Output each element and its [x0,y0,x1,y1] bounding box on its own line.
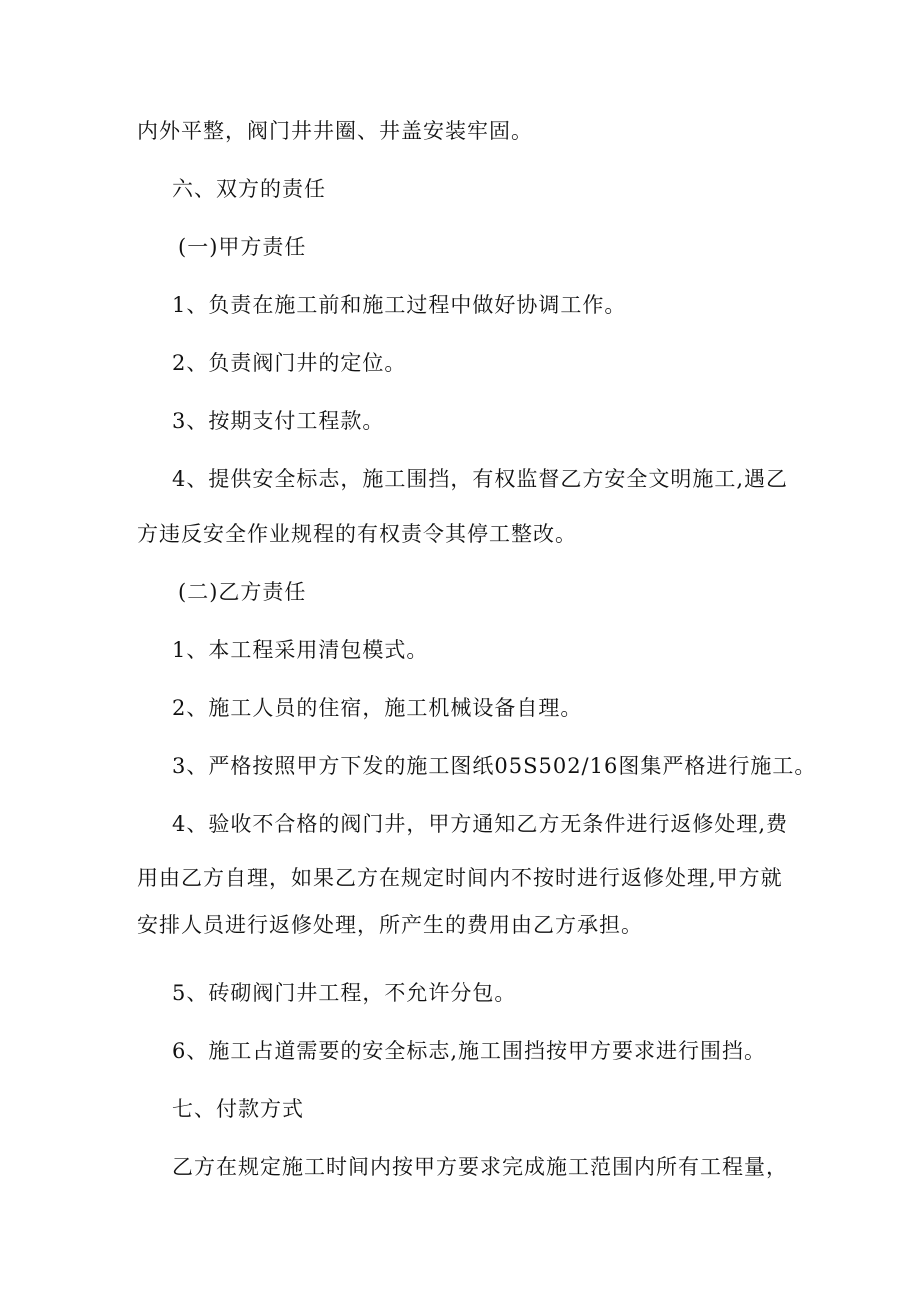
paragraph-line: 内外平整，阀门井井圈、井盖安装牢固。 [137,119,533,143]
subsection-heading: (一)甲方责任 [178,235,307,259]
list-item: 4、提供安全标志，施工围挡，有权监督乙方安全文明施工,遇乙 [172,467,789,491]
list-item: 2、施工人员的住宿，施工机械设备自理。 [172,696,583,720]
paragraph-line: 乙方在规定施工时间内按甲方要求完成施工范围内所有工程量， [172,1155,788,1179]
subsection-heading: (二)乙方责任 [178,580,307,604]
list-item: 3、严格按照甲方下发的施工图纸05S502/16图集严格进行施工。 [172,754,817,778]
list-item: 4、验收不合格的阀门井，甲方通知乙方无条件进行返修处理,费 [172,812,789,836]
list-item: 6、施工占道需要的安全标志,施工围挡按甲方要求进行围挡。 [172,1039,767,1063]
section-heading: 六、双方的责任 [172,177,326,201]
section-heading: 七、付款方式 [172,1097,304,1121]
list-item: 1、本工程采用清包模式。 [172,638,429,662]
list-item: 1、负责在施工前和施工过程中做好协调工作。 [172,293,627,317]
list-item: 3、按期支付工程款。 [172,409,385,433]
list-item-continuation: 用由乙方自理，如果乙方在规定时间内不按时进行返修处理,甲方就 [137,866,783,890]
list-item: 5、砖砌阀门井工程，不允许分包。 [172,981,517,1005]
list-item-continuation: 安排人员进行返修处理，所产生的费用由乙方承担。 [137,913,643,937]
list-item-continuation: 方违反安全作业规程的有权责令其停工整改。 [137,522,577,546]
list-item: 2、负责阀门井的定位。 [172,351,407,375]
